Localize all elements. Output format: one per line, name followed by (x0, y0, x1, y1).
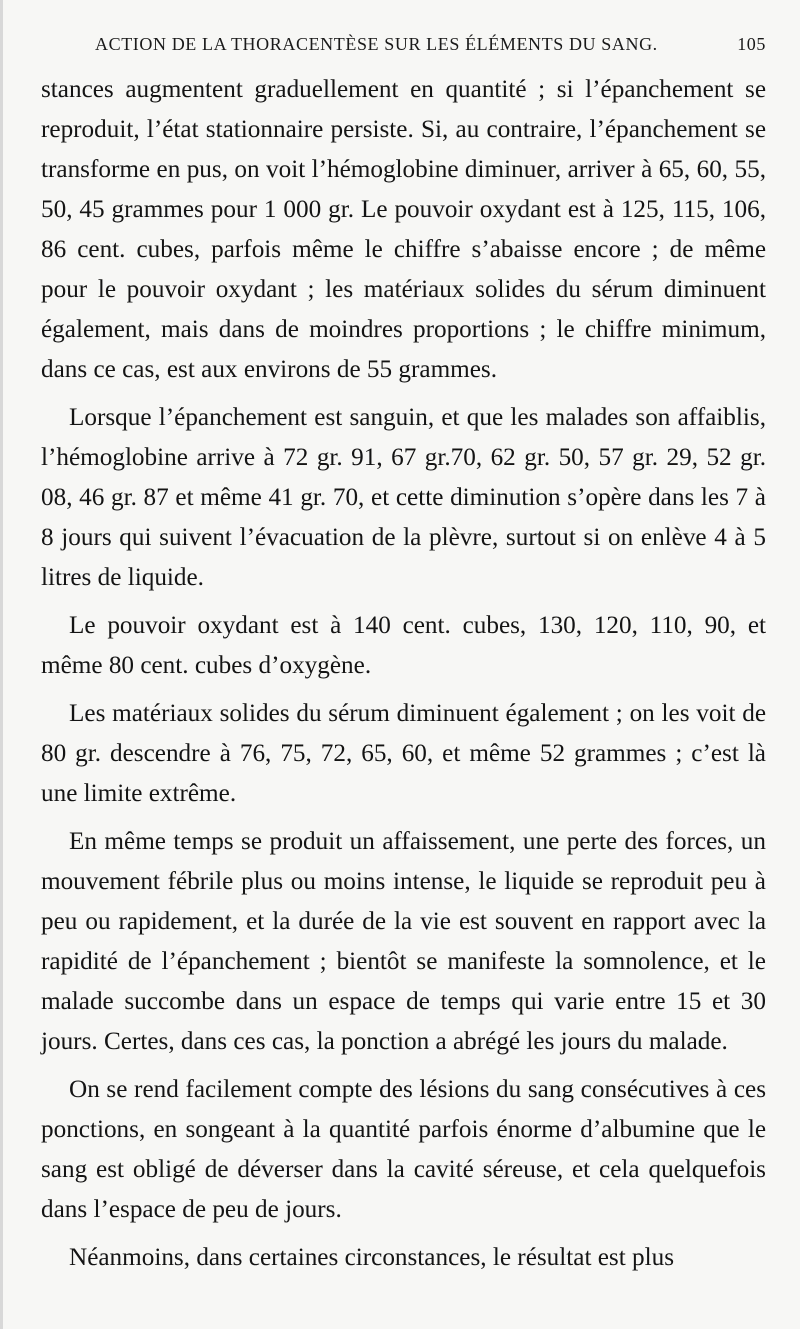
paragraph-pouvoir-oxydant: Le pouvoir oxydant est à 140 cent. cubes, 130, 120, 110, 90, et même 80 cent. cubes d’oxygène. (41, 612, 766, 679)
page-number: 105 (737, 34, 766, 54)
paragraph-materiaux-solides: Les matériaux solides du sérum diminuent également ; on les voit de 80 gr. descendre à 76, 75, 72, 65, 60, et même 52 grammes ; c’est là une limite extrême. (41, 700, 766, 807)
paragraph-affaissement: En même temps se produit un affaissement, une perte des forces, un mouvement fébrile plus ou moins intense, le liquide se reproduit peu à peu ou rapidement, et la durée de la vie est souvent en rapport avec la rapidité de l’épanchement ; bientôt se manifeste la somnolence, et le malade succombe dans un espace de temps qui varie entre 15 et 30 jours. Certes, dans ces cas, la ponction a abrégé les jours du malade. (41, 828, 766, 1055)
paragraph-continued: stances augmentent graduellement en quantité ; si l’épanchement se reproduit, l’état stationnaire persiste. Si, au contraire, l’épanchement se transforme en pus, on voit l’hémoglobine diminuer, arriver à 65, 60, 55, 50, 45 grammes pour 1 000 gr. Le pouvoir oxydant est à 125, 115, 106, 86 cent. cubes, parfois même le chiffre s’abaisse encore ; de même pour le pouvoir oxydant ; les matériaux solides du sérum diminuent également, mais dans de moindres proportions ; le chiffre minimum, dans ce cas, est aux environs de 55 grammes. (41, 76, 766, 383)
paragraph-sanguin: Lorsque l’épanchement est sanguin, et que les malades son affaiblis, l’hémoglobine arrive à 72 gr. 91, 67 gr.70, 62 gr. 50, 57 gr. 29, 52 gr. 08, 46 gr. 87 et même 41 gr. 70, et cette diminution s’opère dans les 7 à 8 jours qui suivent l’évacuation de la plèvre, surtout si on enlève 4 à 5 litres de liquide. (41, 404, 766, 591)
running-title: ACTION DE LA THORACENTÈSE SUR LES ÉLÉMENTS DU SANG. (95, 34, 658, 54)
running-header (63, 34, 766, 60)
paragraph-lesions: On se rend facilement compte des lésions du sang consécutives à ces ponctions, en songeant à la quantité parfois énorme d’albumine que le sang est obligé de déverser dans la cavité séreuse, et cela quelquefois dans l’espace de peu de jours. (41, 1076, 766, 1223)
paragraph-neanmoins: Néanmoins, dans certaines circonstances, le résultat est plus (69, 1244, 675, 1271)
body-text (41, 70, 766, 1286)
